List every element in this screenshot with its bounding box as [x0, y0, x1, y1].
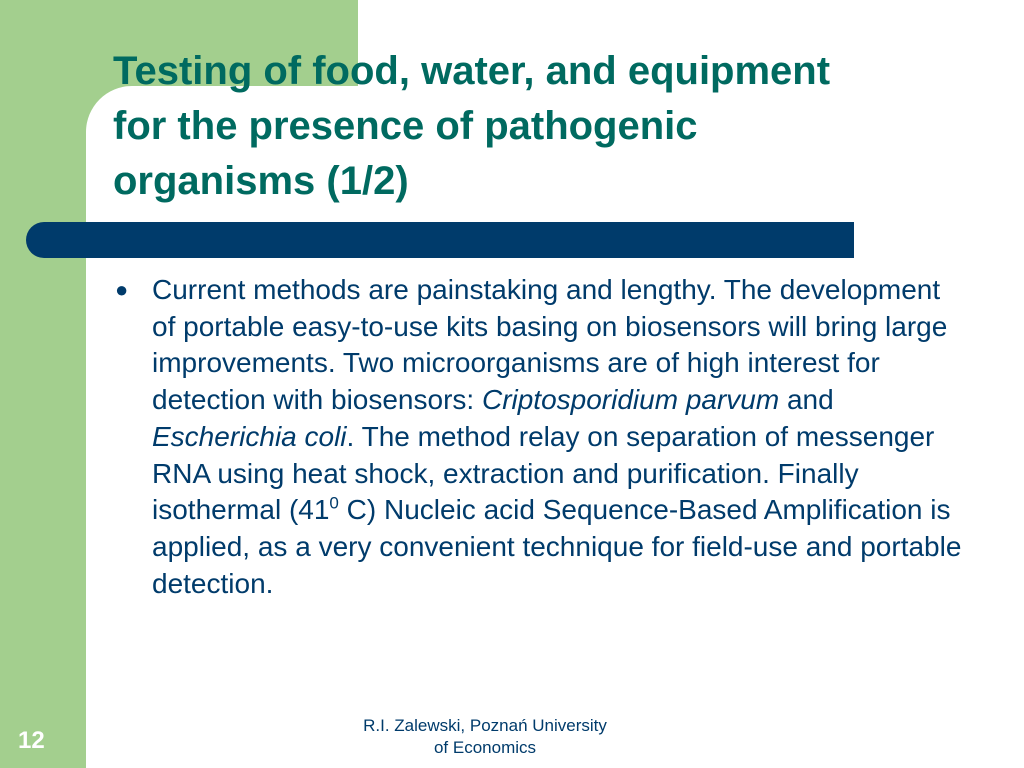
footer-line-2: of Economics [433, 738, 537, 757]
degree-superscript: 0 [329, 493, 339, 513]
footer-attribution [320, 715, 650, 759]
organism-name-1: Criptosporidium parvum [481, 384, 780, 416]
bullet-text-part-1: Current methods are painstaking and lengthy. The development of portable easy-to-use kits basing on biosensors will bring large improvements. Two microorganisms are of high interest for detection with biosensors: [152, 274, 948, 416]
footer-line-1: R.I. Zalewski, Poznań University [363, 716, 607, 735]
slide-title: Testing of food, water, and equipment for the presence of pathogenic organisms (1/2) [113, 49, 831, 203]
bullet-list [115, 272, 965, 602]
bullet-connector: and [779, 384, 834, 416]
bullet-item [152, 272, 965, 602]
slide-number: 12 [18, 727, 45, 754]
bullet-text-part-3: C) Nucleic acid Sequence-Based Amplification is applied, as a very convenient technique for field-use and portable detection. [152, 494, 962, 599]
bullet-text-part-2: . The method relay on separation of messenger RNA using heat shock, extraction and purification. Finally isothermal (41 [152, 420, 935, 526]
organism-name-2: Escherichia coli [152, 420, 347, 452]
bullet-dot-icon: ● [115, 277, 129, 302]
title-divider-bar [26, 222, 854, 258]
